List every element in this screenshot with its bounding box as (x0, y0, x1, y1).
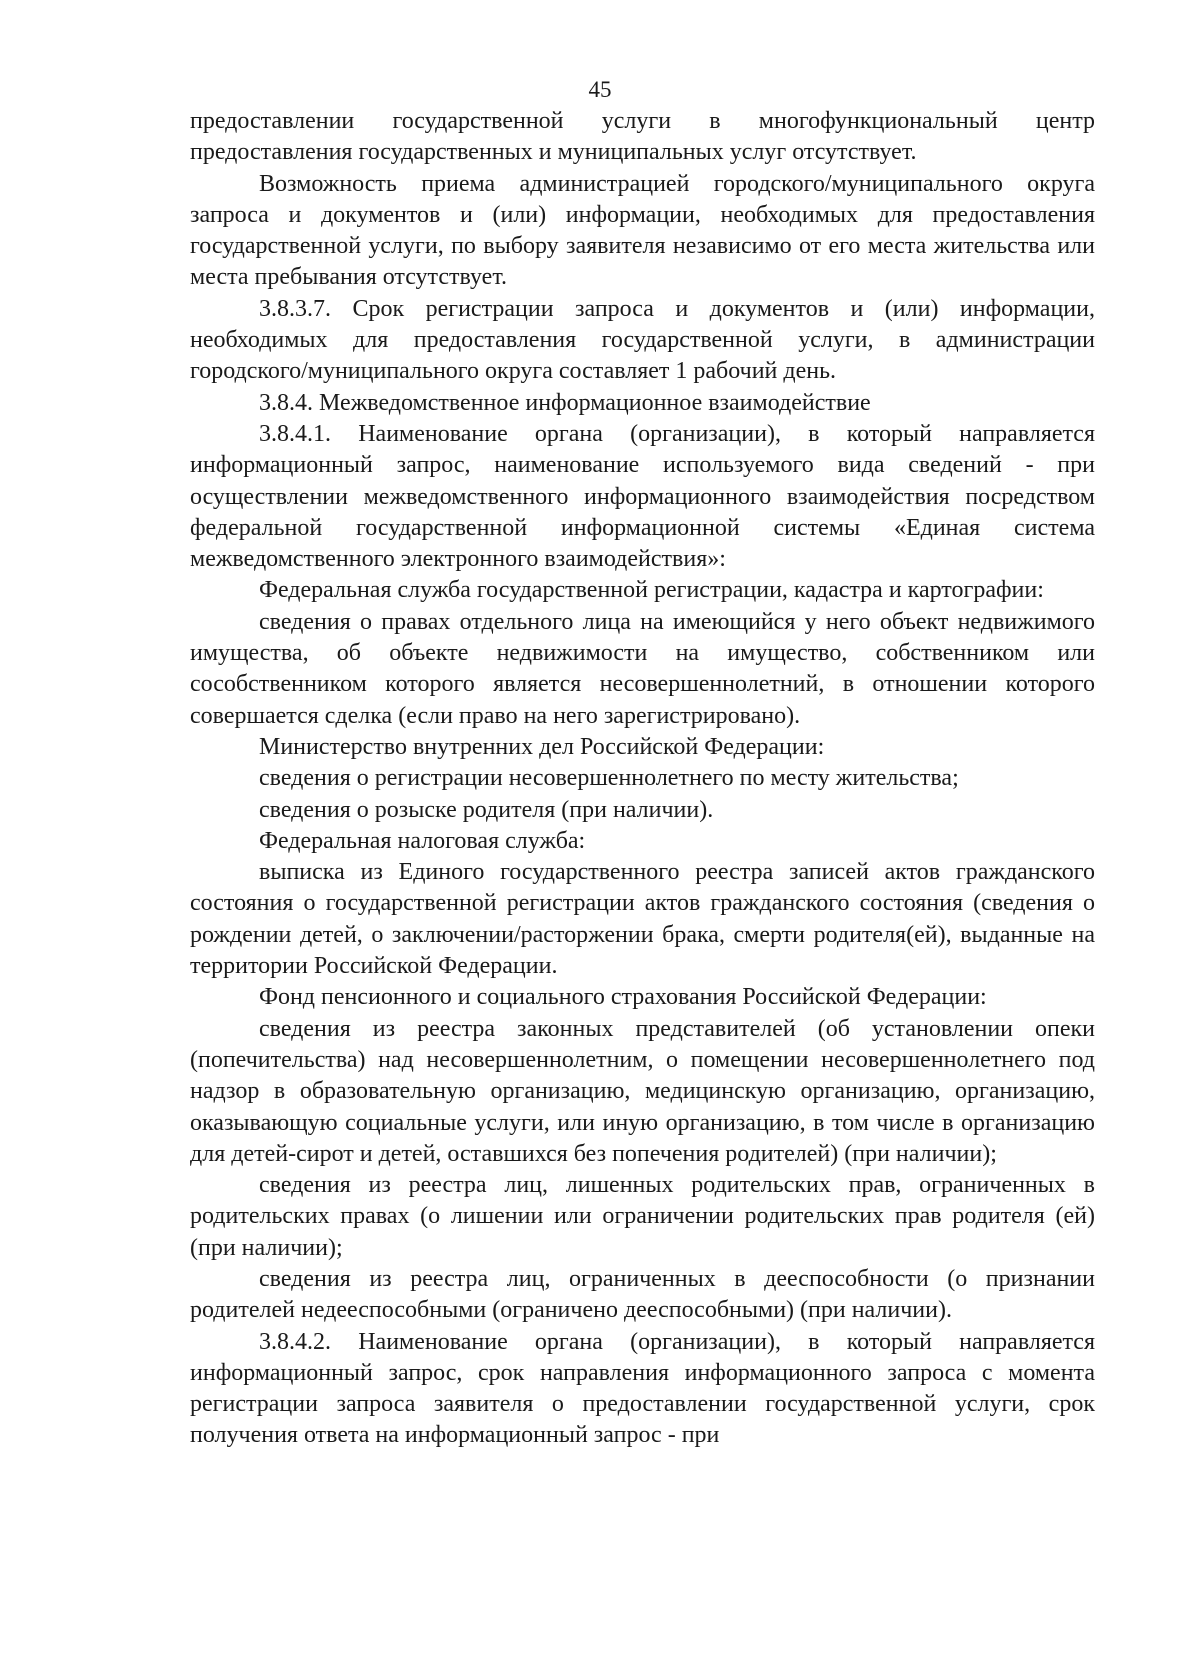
paragraph-legal-representatives: сведения из реестра законных представителей (об установлении опеки (попечительства) над несовершеннолетним, о помещении несовершеннолетнего под надзор в образовательную организацию, медицинскую организацию, организацию, оказывающую социальные услуги, или иную организацию, в том числе в организацию для детей-сирот и детей, оставшихся без попечения родителей) (при наличии); (190, 1015, 1095, 1167)
page-number: 45 (588, 77, 612, 102)
document-body (190, 106, 1095, 1452)
paragraph-reception-possibility: Возможность приема администрацией городского/муниципального округа запроса и документов и (или) информации, необходимых для предоставления государственной услуги, по выбору заявителя независимо от его места жительства или места пребывания отсутствует. (190, 170, 1095, 291)
paragraph-mvd: Министерство внутренних дел Российской Федерации: (259, 733, 825, 760)
paragraph-fns: Федеральная налоговая служба: (259, 827, 586, 854)
paragraph-continuation: предоставлении государственной услуги в многофункциональный центр предоставления государственных и муниципальных услуг отсутствует. (190, 108, 1095, 166)
paragraph-3-8-4-heading: 3.8.4. Межведомственное информационное взаимодействие (259, 389, 871, 416)
paragraph-civil-registry-extract: выписка из Единого государственного реестра записей актов гражданского состояния о государственной регистрации актов гражданского состояния (сведения о рождении детей, о заключении/расторжении брака, смерти родителя(ей), выданные на территории Российской Федерации. (190, 859, 1095, 980)
paragraph-legal-capacity: сведения из реестра лиц, ограниченных в дееспособности (о признании родителей недееспособными (ограничено дееспособными) (при наличии). (190, 1265, 1095, 1324)
paragraph-pension-fund: Фонд пенсионного и социального страхования Российской Федерации: (259, 984, 987, 1011)
paragraph-search-info: сведения о розыске родителя (при наличии). (259, 796, 714, 823)
paragraph-3-8-4-1: 3.8.4.1. Наименование органа (организации), в который направляется информационный запрос, наименование используемого вида сведений - при осуществлении межведомственного информационного взаимодействия посредством федеральной государственной информационной системы «Единая система межведомственного электронного взаимодействия»: (190, 420, 1095, 573)
paragraph-parental-rights: сведения из реестра лиц, лишенных родительских прав, ограниченных в родительских правах (о лишении или ограничении родительских прав родителя (ей) (при наличии); (190, 1172, 1095, 1261)
paragraph-3-8-4-2: 3.8.4.2. Наименование органа (организации), в который направляется информационный запрос, срок направления информационного запроса с момента регистрации запроса заявителя о предоставлении государственной услуги, срок получения ответа на информационный запрос - при (190, 1328, 1095, 1449)
paragraph-registration-info: сведения о регистрации несовершеннолетнего по месту жительства; (259, 765, 959, 792)
paragraph-3-8-3-7: 3.8.3.7. Срок регистрации запроса и документов и (или) информации, необходимых для предоставления государственной услуги, в администрации городского/муниципального округа составляет 1 рабочий день. (190, 295, 1095, 385)
paragraph-property-info: сведения о правах отдельного лица на имеющийся у него объект недвижимого имущества, об объекте недвижимости на имущество, собственником или сособственником которого является несовершеннолетний, в отношении которого совершается сделка (если право на него зарегистрировано). (190, 608, 1095, 729)
paragraph-rosreestr: Федеральная служба государственной регистрации, кадастра и картографии: (259, 577, 1044, 604)
